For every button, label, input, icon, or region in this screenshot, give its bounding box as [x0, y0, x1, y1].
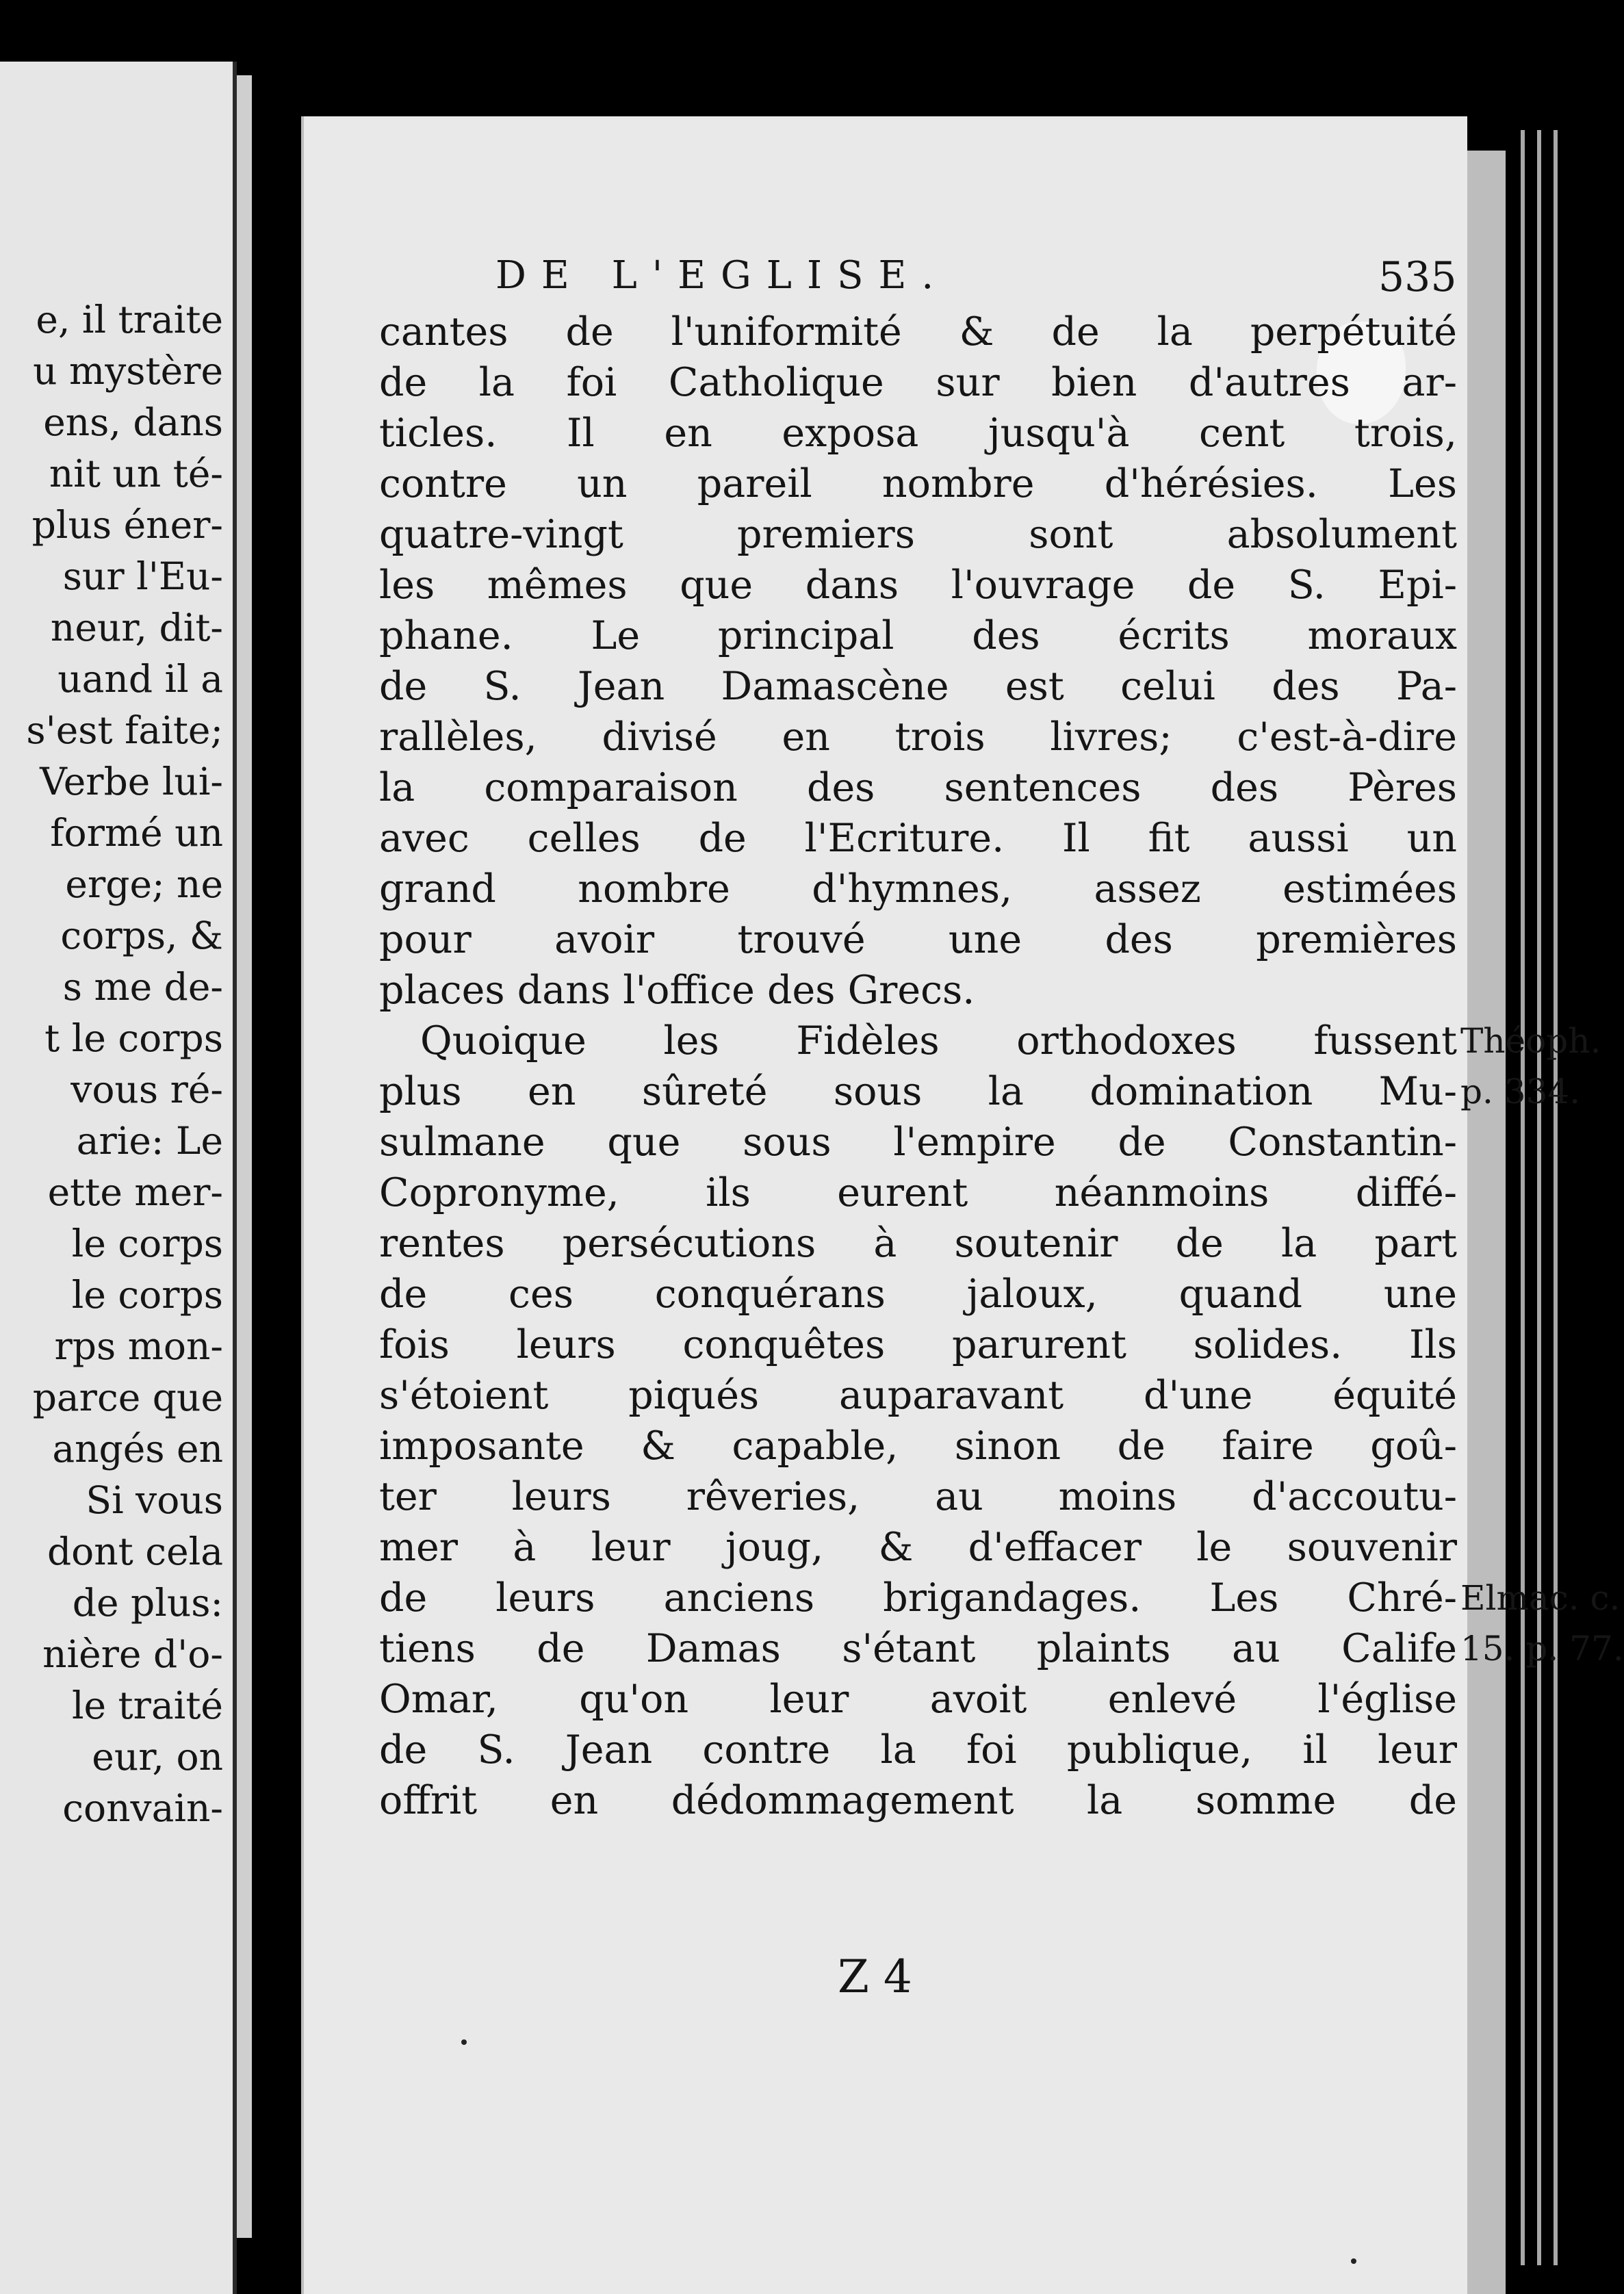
- text-line: fois leurs conquêtes parurent solides. Ils: [379, 1322, 1457, 1367]
- page-edge-line: [1554, 130, 1558, 2265]
- left-page-text: [26, 294, 223, 1834]
- text-line: de ces conquérans jaloux, quand une: [379, 1272, 1457, 1317]
- left-page-line: nit un té-: [49, 452, 223, 495]
- text-line: mer à leur joug, & d'effacer le souvenir: [379, 1525, 1457, 1570]
- running-head-title: DE L'EGLISE.: [495, 253, 949, 298]
- text-line: offrit en dédommagement la somme de: [379, 1778, 1457, 1823]
- text-line: rentes persécutions à soutenir de la part: [379, 1221, 1457, 1266]
- left-page-line: t le corps: [44, 1016, 223, 1060]
- left-page-line: le corps: [71, 1222, 223, 1265]
- left-page-line: angés en: [52, 1427, 223, 1471]
- text-line: tiens de Damas s'étant plaints au Calife: [379, 1626, 1457, 1671]
- text-line: rallèles, divisé en trois livres; c'est-à-dire: [379, 714, 1457, 760]
- body-text: [379, 307, 1457, 1826]
- left-page-line: nière d'o-: [42, 1632, 223, 1676]
- text-line: Omar, qu'on leur avoit enlevé l'église: [379, 1677, 1457, 1722]
- running-head: [495, 253, 1467, 308]
- left-page-line: e, il traite: [36, 298, 223, 341]
- left-page-line: s me de-: [62, 965, 223, 1009]
- left-page-line: convain-: [62, 1786, 223, 1830]
- page-number: 535: [1378, 253, 1457, 301]
- left-facing-page: [0, 62, 237, 2294]
- text-line: grand nombre d'hymnes, assez estimées: [379, 866, 1457, 912]
- left-page-line: u mystère: [33, 349, 223, 393]
- left-page-line: dont cela: [47, 1530, 223, 1573]
- margin-note: 15. p. 77.: [1460, 1629, 1624, 1668]
- left-page-line: arie: Le: [76, 1119, 223, 1163]
- left-page-line: ens, dans: [43, 400, 223, 444]
- text-line: imposante & capable, sinon de faire goû-: [379, 1423, 1457, 1469]
- text-line: phane. Le principal des écrits moraux: [379, 613, 1457, 658]
- ink-speck: [461, 2039, 467, 2045]
- left-page-line: corps, &: [60, 914, 223, 957]
- signature-mark: Z 4: [838, 1950, 912, 2003]
- page-edge-line: [1537, 130, 1541, 2265]
- text-line: contre un pareil nombre d'hérésies. Les: [379, 461, 1457, 506]
- margin-note: Elmac. c.: [1460, 1578, 1621, 1618]
- left-page-line: de plus:: [72, 1581, 223, 1625]
- gutter: [237, 75, 252, 2238]
- margin-note: Théoph.: [1460, 1021, 1601, 1061]
- left-page-line: Verbe lui-: [40, 760, 223, 803]
- text-line: ter leurs rêveries, au moins d'accoutu-: [379, 1474, 1457, 1519]
- text-line: avec celles de l'Ecriture. Il fit aussi un: [379, 816, 1457, 861]
- margin-note: p. 334.: [1460, 1072, 1581, 1111]
- left-page-line: le traité: [71, 1684, 223, 1727]
- text-line: sulmane que sous l'empire de Constantin-: [379, 1120, 1457, 1165]
- left-page-line: eur, on: [92, 1735, 223, 1779]
- text-line: de leurs anciens brigandages. Les Chré-: [379, 1575, 1457, 1621]
- left-page-line: sur l'Eu-: [62, 554, 223, 598]
- text-line: quatre-vingt premiers sont absolument: [379, 512, 1457, 557]
- left-page-line: le corps: [71, 1273, 223, 1317]
- left-page-line: plus éner-: [31, 503, 223, 547]
- ink-speck: [1351, 2258, 1356, 2264]
- text-line: de la foi Catholique sur bien d'autres ar-: [379, 360, 1457, 405]
- book-page: [301, 116, 1624, 2294]
- left-page-line: parce que: [32, 1376, 223, 1419]
- text-line: pour avoir trouvé une des premières: [379, 917, 1457, 962]
- left-page-line: erge; ne: [65, 862, 223, 906]
- left-page-line: formé un: [50, 811, 223, 855]
- left-page-line: rps mon-: [54, 1324, 223, 1368]
- text-line: de S. Jean Damascène est celui des Pa-: [379, 664, 1457, 709]
- text-line: de S. Jean contre la foi publique, il leur: [379, 1727, 1457, 1773]
- page-stack-edge: [1465, 151, 1506, 2294]
- left-page-line: ette mer-: [47, 1170, 223, 1214]
- text-line: la comparaison des sentences des Pères: [379, 765, 1457, 810]
- text-line: cantes de l'uniformité & de la perpétuité: [379, 309, 1457, 355]
- left-page-line: s'est faite;: [26, 708, 223, 752]
- left-page-line: vous ré-: [70, 1068, 223, 1111]
- page-edge-line: [1521, 130, 1525, 2265]
- text-line: Copronyme, ils eurent néanmoins diffé-: [379, 1170, 1457, 1215]
- text-line: s'étoient piqués auparavant d'une équité: [379, 1373, 1457, 1418]
- text-line: ticles. Il en exposa jusqu'à cent trois,: [379, 411, 1457, 456]
- text-line: les mêmes que dans l'ouvrage de S. Epi-: [379, 563, 1457, 608]
- left-page-line: neur, dit-: [50, 606, 223, 649]
- text-line: plus en sûreté sous la domination Mu-: [379, 1069, 1457, 1114]
- text-line: Quoique les Fidèles orthodoxes fussent: [420, 1018, 1457, 1064]
- left-page-line: Si vous: [86, 1478, 223, 1522]
- text-line: places dans l'office des Grecs.: [379, 968, 975, 1013]
- left-page-line: uand il a: [57, 657, 223, 701]
